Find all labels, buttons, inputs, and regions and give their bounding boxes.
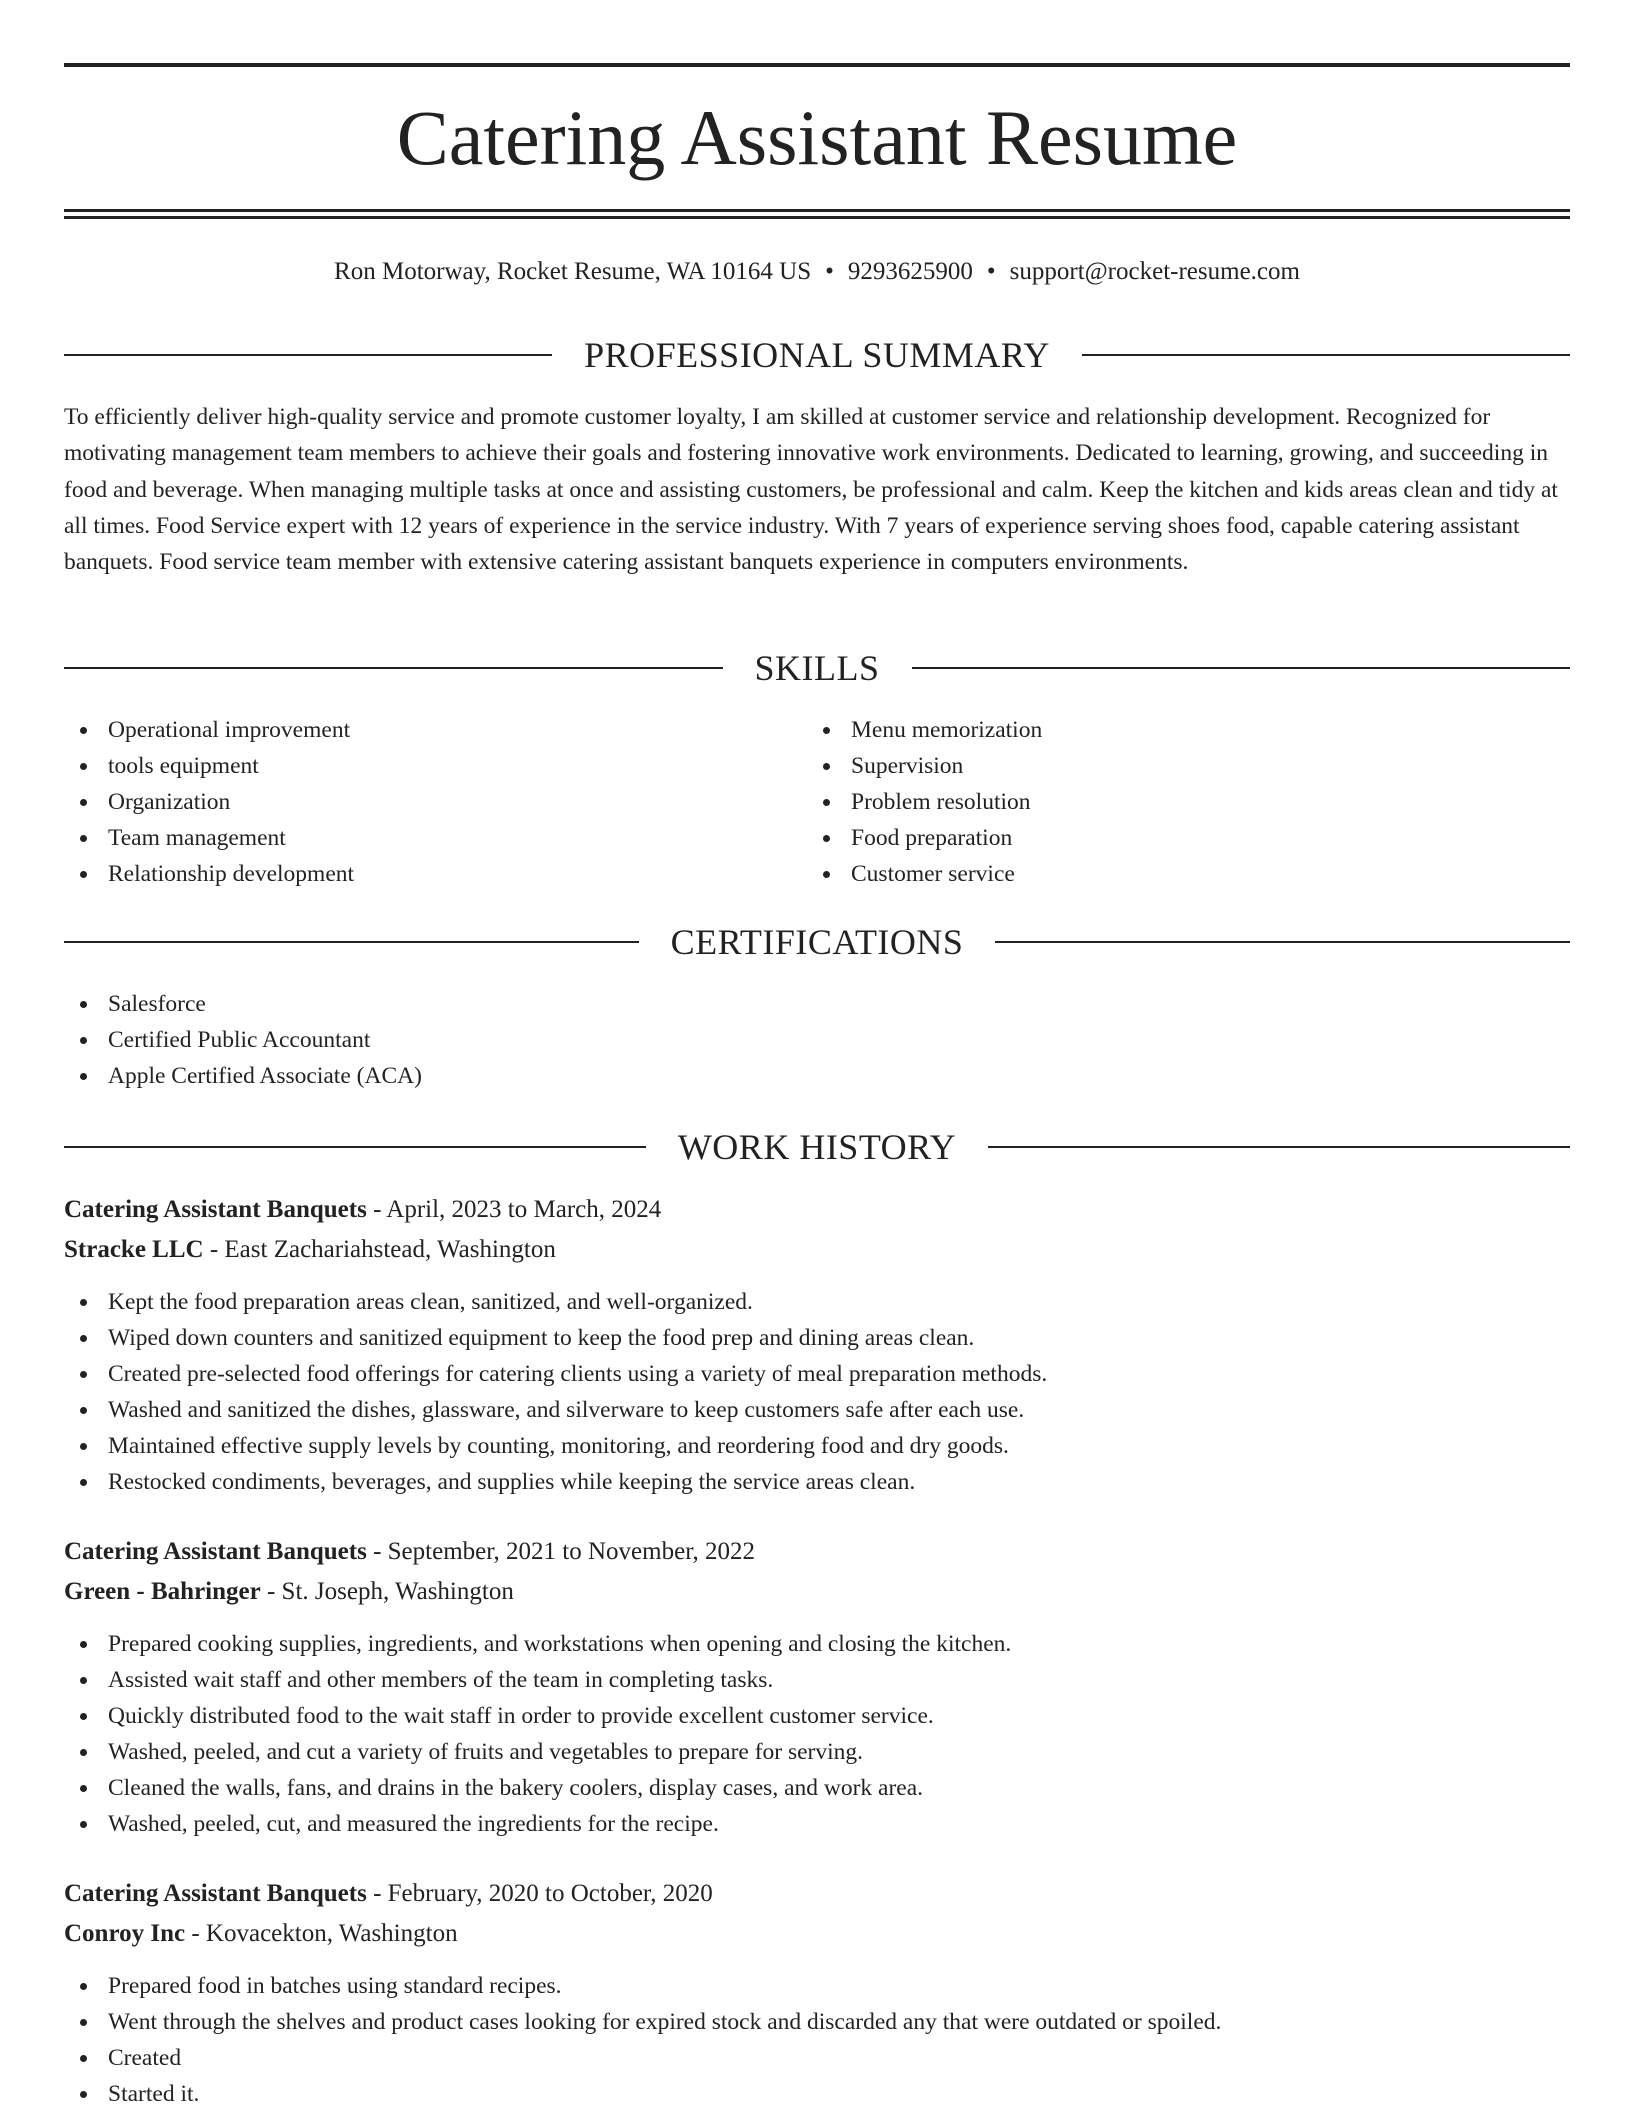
job-duty: Wiped down counters and sanitized equipment to keep the food prep and dining areas clean. xyxy=(64,1320,1570,1356)
section-title: PROFESSIONAL SUMMARY xyxy=(584,335,1050,375)
section-title: CERTIFICATIONS xyxy=(670,922,964,962)
job-entry xyxy=(64,1190,1570,1500)
summary-text: To efficiently deliver high-quality service and promote customer loyalty, I am skilled at customer service and relationship development. Recognized for motivating management team members to achieve their goals and fostering innovative work environments. Dedicated to learning, growing, and succeeding in food and beverage. When managing multiple tasks at once and assisting customers, be professional and calm. Keep the kitchen and kids areas clean and tidy at all times. Food Service expert with 12 years of experience in the service industry. With 7 years of experience serving shoes food, capable catering assistant banquets. Food service team member with extensive catering assistant banquets experience in computers environments. xyxy=(64,404,1558,576)
skills-list-right xyxy=(807,712,1507,892)
certifications-list xyxy=(64,986,1570,1094)
skills-list-left xyxy=(64,712,764,892)
skill-item: Organization xyxy=(64,784,764,820)
job-entry xyxy=(64,1874,1570,2112)
job-dates: - September, 2021 to November, 2022 xyxy=(366,1538,756,1565)
job-role-line xyxy=(64,1532,1570,1572)
employer-name: Conroy Inc xyxy=(64,1920,186,1947)
resume-title: Catering Assistant Resume xyxy=(396,94,1238,181)
job-dates: - February, 2020 to October, 2020 xyxy=(366,1880,713,1907)
title-rule-lower xyxy=(64,216,1570,219)
section-heading-work-history xyxy=(64,1122,1570,1172)
section-title: WORK HISTORY xyxy=(677,1127,957,1167)
job-employer-line xyxy=(64,1230,1570,1270)
contact-phone: 9293625900 xyxy=(847,258,973,285)
job-duty: Washed, peeled, cut, and measured the ingredients for the recipe. xyxy=(64,1806,1570,1842)
job-duties-list xyxy=(64,1284,1570,1500)
divider-line xyxy=(64,667,723,669)
job-duty: Quickly distributed food to the wait staff in order to provide excellent customer service. xyxy=(64,1698,1570,1734)
job-title: Catering Assistant Banquets xyxy=(64,1880,367,1907)
job-role-line xyxy=(64,1190,1570,1230)
divider-line xyxy=(64,1146,646,1148)
job-duty: Washed, peeled, and cut a variety of fruits and vegetables to prepare for serving. xyxy=(64,1734,1570,1770)
job-role-line xyxy=(64,1874,1570,1914)
job-duties-list xyxy=(64,1626,1570,1842)
job-duty: Started it. xyxy=(64,2076,1570,2112)
employer-location: - St. Joseph, Washington xyxy=(260,1578,514,1605)
skill-item: Operational improvement xyxy=(64,712,764,748)
job-duty: Restocked condiments, beverages, and supplies while keeping the service areas clean. xyxy=(64,1464,1570,1500)
job-title: Catering Assistant Banquets xyxy=(64,1196,367,1223)
divider-line xyxy=(64,354,552,356)
skill-item: Supervision xyxy=(807,748,1507,784)
employer-name: Stracke LLC xyxy=(64,1236,204,1263)
divider-line xyxy=(988,1146,1570,1148)
divider-line xyxy=(995,941,1570,943)
job-entry xyxy=(64,1532,1570,1842)
certification-item: Salesforce xyxy=(64,986,1570,1022)
contact-separator: • xyxy=(986,258,996,285)
top-rule xyxy=(64,63,1570,67)
job-duty: Prepared food in batches using standard recipes. xyxy=(64,1968,1570,2004)
job-title: Catering Assistant Banquets xyxy=(64,1538,367,1565)
employer-location: - East Zachariahstead, Washington xyxy=(203,1236,556,1263)
section-title: SKILLS xyxy=(754,648,880,688)
divider-line xyxy=(64,941,639,943)
job-dates: - April, 2023 to March, 2024 xyxy=(366,1196,662,1223)
job-duty: Went through the shelves and product cases looking for expired stock and discarded any that were outdated or spoiled. xyxy=(64,2004,1570,2040)
job-duty: Kept the food preparation areas clean, sanitized, and well-organized. xyxy=(64,1284,1570,1320)
contact-email: support@rocket-resume.com xyxy=(1009,258,1300,285)
job-duty: Created xyxy=(64,2040,1570,2076)
job-duty: Cleaned the walls, fans, and drains in the bakery coolers, display cases, and work area. xyxy=(64,1770,1570,1806)
contact-separator: • xyxy=(825,258,834,285)
employer-location: - Kovacekton, Washington xyxy=(185,1920,458,1947)
employer-name: Green - Bahringer xyxy=(64,1578,261,1605)
skill-item: Relationship development xyxy=(64,856,764,892)
divider-line xyxy=(1082,354,1570,356)
job-duties-list xyxy=(64,1968,1570,2112)
skill-item: Customer service xyxy=(807,856,1507,892)
certification-item: Certified Public Accountant xyxy=(64,1022,1570,1058)
section-heading-skills xyxy=(64,643,1570,693)
skill-item: Problem resolution xyxy=(807,784,1507,820)
job-employer-line xyxy=(64,1572,1570,1612)
job-duty: Maintained effective supply levels by counting, monitoring, and reordering food and dry goods. xyxy=(64,1428,1570,1464)
skill-item: Food preparation xyxy=(807,820,1507,856)
job-duty: Assisted wait staff and other members of the team in completing tasks. xyxy=(64,1662,1570,1698)
section-heading-certifications xyxy=(64,917,1570,967)
skill-item: Team management xyxy=(64,820,764,856)
contact-line xyxy=(64,254,1570,290)
job-employer-line xyxy=(64,1914,1570,1954)
section-heading-summary xyxy=(64,330,1570,380)
skill-item: tools equipment xyxy=(64,748,764,784)
job-duty: Prepared cooking supplies, ingredients, and workstations when opening and closing the kitchen. xyxy=(64,1626,1570,1662)
contact-address: Ron Motorway, Rocket Resume, WA 10164 US xyxy=(334,258,812,285)
skill-item: Menu memorization xyxy=(807,712,1507,748)
title-rule-upper xyxy=(64,209,1570,212)
job-duty: Washed and sanitized the dishes, glassware, and silverware to keep customers safe after each use. xyxy=(64,1392,1570,1428)
job-duty: Created pre-selected food offerings for catering clients using a variety of meal preparation methods. xyxy=(64,1356,1570,1392)
certification-item: Apple Certified Associate (ACA) xyxy=(64,1058,1570,1094)
divider-line xyxy=(912,667,1571,669)
